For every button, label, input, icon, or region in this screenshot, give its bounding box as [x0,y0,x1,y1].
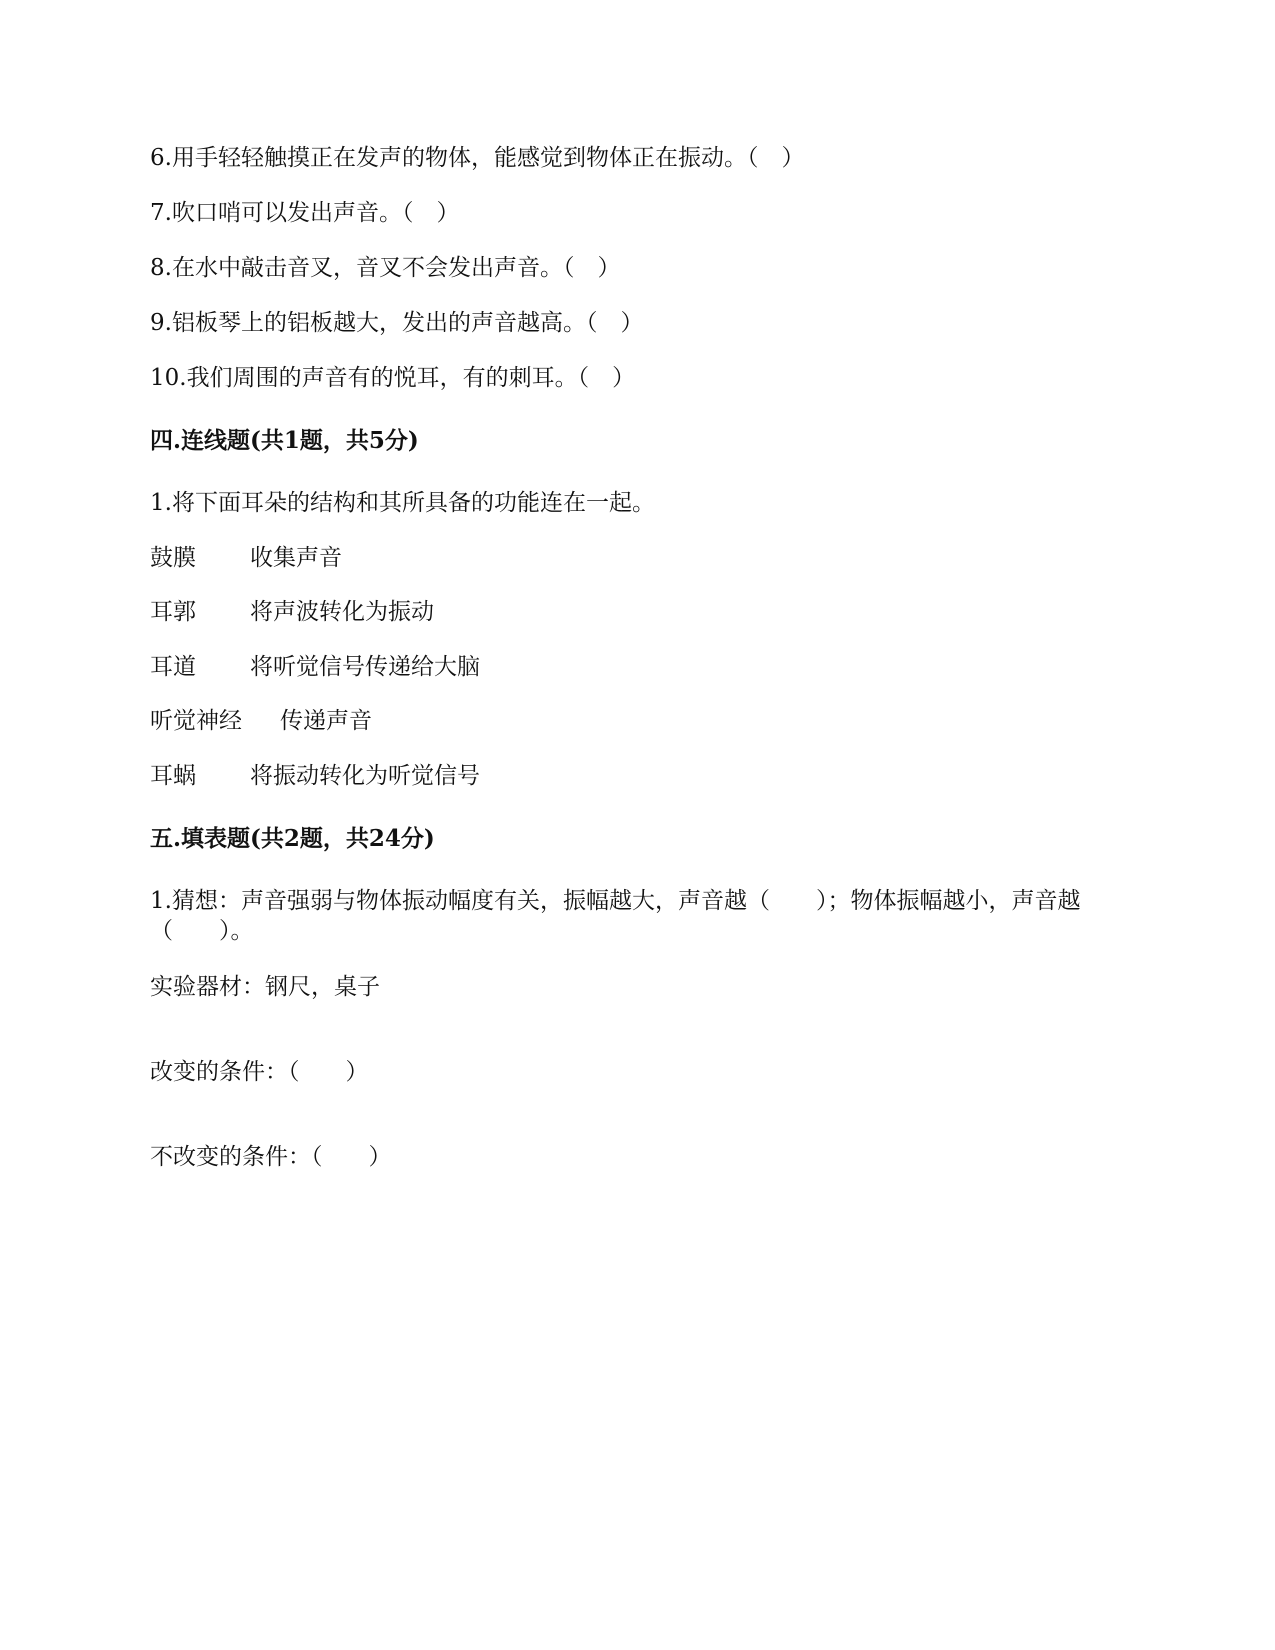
matching-row [150,652,480,682]
ear-function-label: 将听觉信号传递给大脑 [250,654,480,680]
matching-row [150,706,372,736]
matching-question: 1.将下面耳朵的结构和其所具备的功能连在一起。 [150,490,655,516]
matching-row [150,761,480,791]
ear-structure-label: 耳郭 [150,599,196,625]
judgement-item-10: 10.我们周围的声音有的悦耳，有的刺耳。（ ） [150,365,636,391]
unchanged-condition-line: 不改变的条件：（ ） [150,1144,392,1170]
judgement-item-7: 7.吹口哨可以发出声音。（ ） [150,200,460,226]
section-4-heading: 四.连线题(共1题，共5分) [150,427,419,454]
changed-condition-line: 改变的条件：（ ） [150,1059,369,1085]
ear-function-label: 将振动转化为听觉信号 [250,763,480,789]
ear-structure-label: 耳道 [150,654,196,680]
ear-function-label: 将声波转化为振动 [250,599,434,625]
judgement-item-9: 9.铝板琴上的铝板越大，发出的声音越高。（ ） [150,310,644,336]
judgement-item-6: 6.用手轻轻触摸正在发声的物体，能感觉到物体正在振动。（ ） [150,145,805,171]
ear-function-label: 收集声音 [250,545,342,571]
section-5-heading: 五.填表题(共2题，共24分) [150,825,435,852]
ear-structure-label: 耳蜗 [150,763,196,789]
hypothesis-question: 1.猜想：声音强弱与物体振动幅度有关，振幅越大，声音越（ ）；物体振幅越小，声音越（ ）。 [150,888,1081,944]
matching-row [150,597,434,627]
materials-line: 实验器材：钢尺，桌子 [150,974,380,1000]
ear-structure-label: 听觉神经 [150,708,242,734]
judgement-item-8: 8.在水中敲击音叉，音叉不会发出声音。（ ） [150,255,621,281]
ear-structure-label: 鼓膜 [150,545,196,571]
matching-row [150,543,342,573]
ear-function-label: 传递声音 [280,708,372,734]
